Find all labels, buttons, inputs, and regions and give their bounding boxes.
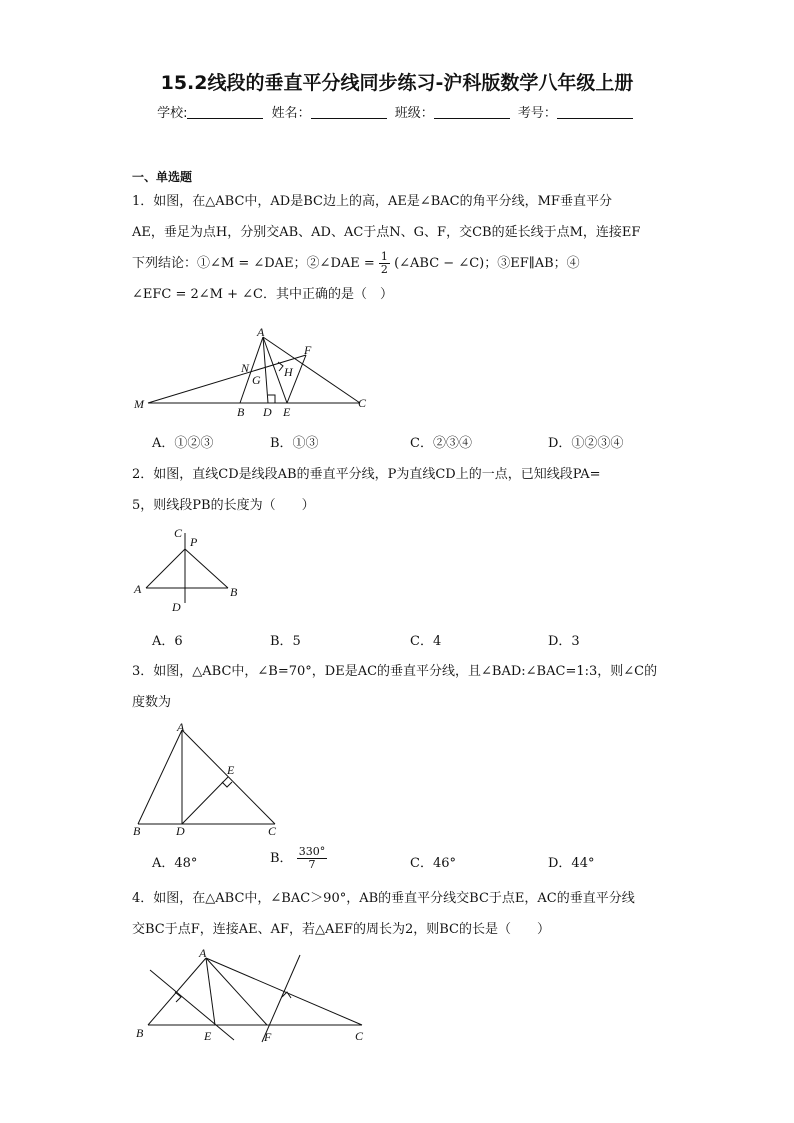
q3-line-1: 3．如图，△ABC中，∠B=70°，DE是AC的垂直平分线，且∠BAD:∠BAC=1:3，则∠C的 [132,664,658,679]
q3-option-a[interactable]: A．48° [152,856,198,871]
q4-label-F: F [264,1030,272,1044]
q4-label-A: A [199,946,207,960]
q1-option-b[interactable]: B．①③ [270,436,319,451]
class-blank[interactable] [434,106,510,119]
class-label: 班级： [394,106,434,121]
q2-option-b[interactable]: B．5 [270,634,301,649]
q1-option-a[interactable]: A．①②③ [152,436,214,451]
q3-option-b-fraction: $\frac{330^\circ}{7}$ [298,845,326,871]
school-blank[interactable] [187,106,263,119]
q1-label-B: B [237,405,245,419]
q3-option-b-label: B． [270,851,293,866]
q3-figure [130,718,285,838]
q3-label-D: D [176,824,185,838]
student-info-line [0,102,794,121]
q1-fraction: $\frac{1}{2}$ [380,250,388,276]
q4-label-C: C [355,1029,364,1043]
q3-label-B: B [133,824,141,838]
q3-label-A: A [177,720,185,734]
q4-label-B: B [136,1026,144,1040]
q2-label-D: D [172,600,181,614]
question-1 [132,186,672,310]
q1-label-C: C [358,396,367,410]
q1-line-2: AE，垂足为点H，分别交AB、AD、AC于点N、G、F，交CB的延长线于点M，连接EF [132,225,641,240]
q1-label-M: M [134,397,144,411]
question-4 [132,883,672,945]
q2-label-P: P [190,535,198,549]
q1-line-3 [132,248,672,279]
q1-label-H: H [284,365,293,379]
q1-line-3b: (∠ABC − ∠C)；③EF∥AB；④ [394,256,580,271]
q1-label-F: F [304,343,312,357]
name-label: 姓名： [271,106,311,121]
q3-line-2: 度数为 [132,695,172,710]
q1-label-N: N [241,361,250,375]
question-2 [132,459,672,521]
q1-line-4: ∠EFC = 2∠M + ∠C．其中正确的是（ ） [132,287,393,302]
q1-figure [130,325,380,420]
q2-label-A: A [134,582,142,596]
q1-label-D: D [263,405,272,419]
name-blank[interactable] [311,106,387,119]
section-heading: 一、单选题 [132,170,193,184]
q3-option-c[interactable]: C．46° [410,856,456,871]
q4-figure [130,945,375,1050]
school-label: 学校: [157,106,188,121]
exam-label: 考号： [517,106,557,121]
q2-option-d[interactable]: D．3 [548,634,580,649]
q3-label-C: C [268,824,277,838]
q3-option-b[interactable] [270,846,327,871]
exam-blank[interactable] [557,106,633,119]
q3-option-d[interactable]: D．44° [548,856,595,871]
q4-line-1: 4．如图，在△ABC中，∠BAC＞90°，AB的垂直平分线交BC于点E，AC的垂直平分线 [132,891,635,906]
q1-label-G: G [252,373,261,387]
question-3 [132,656,672,718]
q1-label-E: E [283,405,291,419]
q1-option-d[interactable]: D．①②③④ [548,436,624,451]
q1-option-c[interactable]: C．②③④ [410,436,472,451]
q2-figure [130,525,250,617]
q1-line-3a: 下列结论：①∠M = ∠DAE；②∠DAE = [132,256,375,271]
q2-option-a[interactable]: A．6 [152,634,183,649]
q2-label-C: C [174,526,183,540]
q2-line-1: 2．如图，直线CD是线段AB的垂直平分线，P为直线CD上的一点，已知线段PA= [132,467,601,482]
page-title: 15.2线段的垂直平分线同步练习-沪科版数学八年级上册 [160,72,634,94]
q2-label-B: B [230,585,238,599]
q4-line-2: 交BC于点F，连接AE、AF，若△AEF的周长为2，则BC的长是（ ） [132,922,550,937]
q2-option-c[interactable]: C．4 [410,634,442,649]
q2-line-2: 5，则线段PB的长度为（ ） [132,498,315,513]
q3-label-E: E [227,763,235,777]
q1-label-A: A [257,325,265,339]
q4-label-E: E [204,1029,212,1043]
q1-line-1: 1．如图，在△ABC中，AD是BC边上的高，AE是∠BAC的角平分线，MF垂直平分 [132,194,612,209]
